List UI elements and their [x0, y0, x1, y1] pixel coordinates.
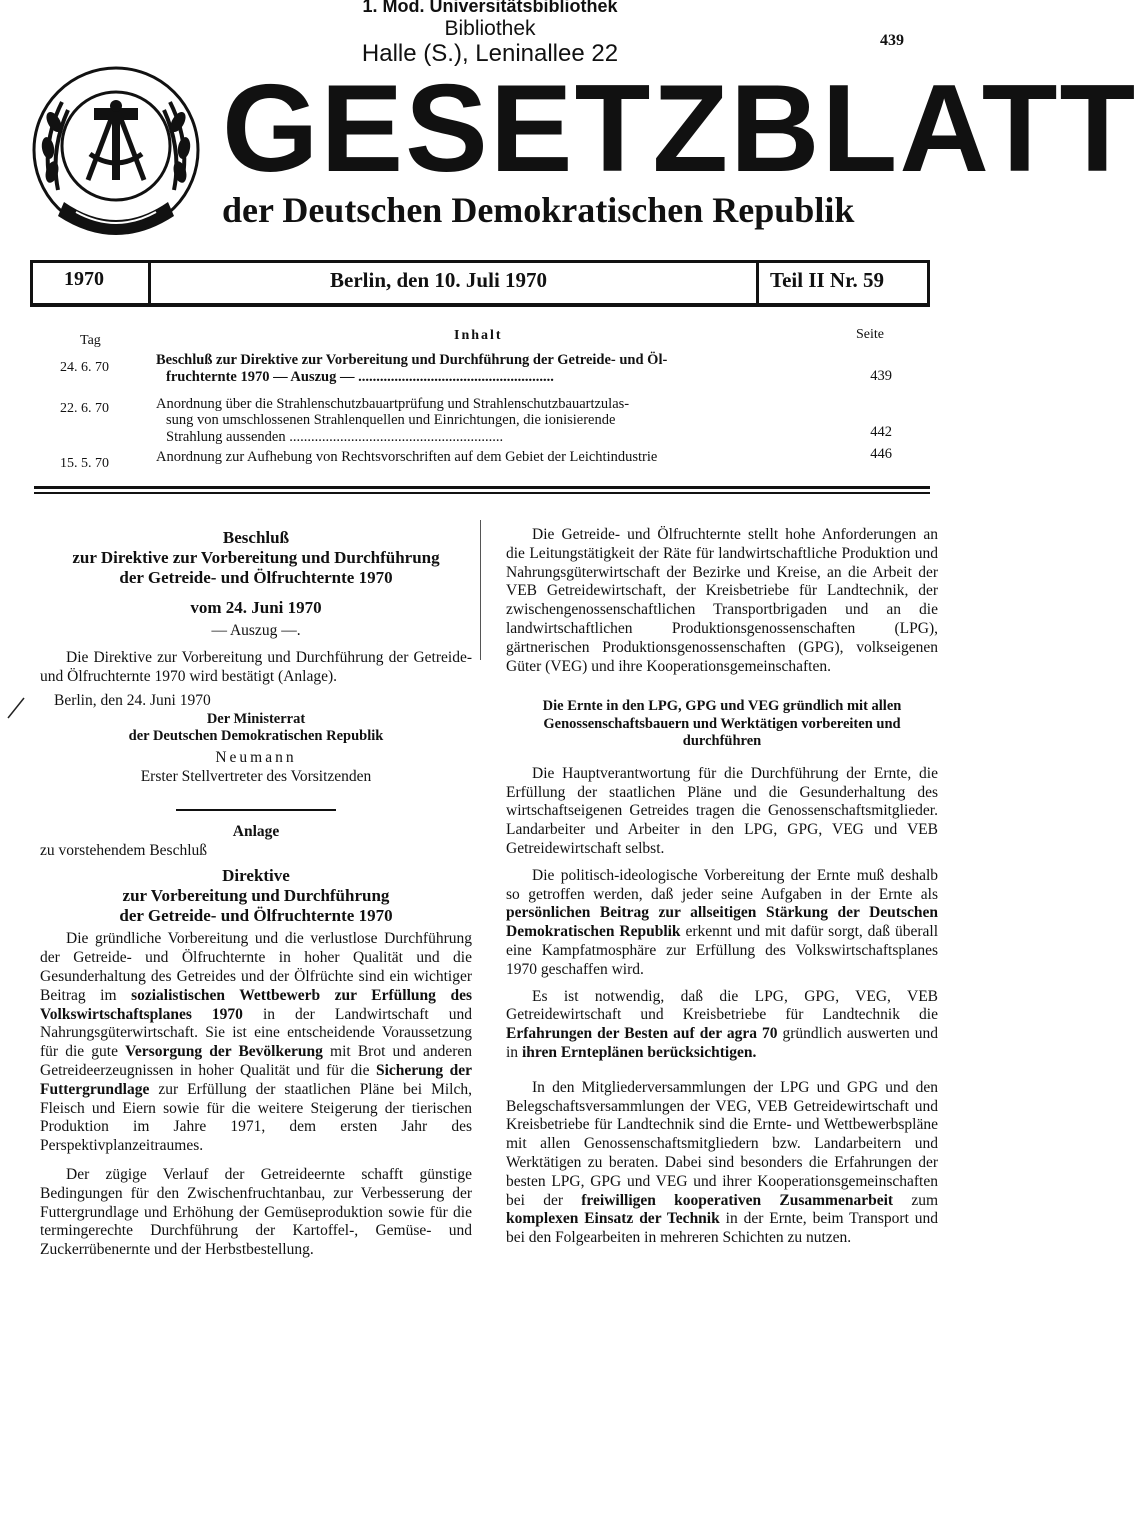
toc-rule [34, 486, 930, 489]
emphasis-run: sozialistischen Wettbewerb zur Erfüllung des Volkswirtschaftsplanes 1970 [40, 986, 472, 1023]
emphasis-run: freiwilligen kooperativen Zusammenarbeit [581, 1191, 894, 1209]
masthead-subtitle: der Deutschen Demokratischen Republik [222, 190, 855, 230]
text-run: In den Mitgliederversammlungen der LPG und GPG und den Belegschaftsversammlungen der VEG, VEB Getreidewirtschaft und Kreisbetriebe für Landtechnik sind die Ernte- und Wettbewerbspläne mit allen Genossenschaftsmitgliedern bzw. Landarbeitern und Werktätigen zu beraten. Dabei sind besonders die Erfahrungen der besten LPG, GPG und VEG und ihrer Kooperationsgemeinschaften bei der [506, 1078, 938, 1209]
signed-place-date: Berlin, den 24. Juni 1970 [54, 692, 211, 710]
text-run: Die politisch-ideologische Vorbereitung der Ernte muß deshalb so getroffen werden, daß jeder seine Aufgaben in der Ernte als [506, 866, 938, 903]
signer-name: Neumann [215, 749, 297, 767]
direktive-paragraph-1 [40, 930, 472, 1156]
emphasis-run: Versorgung der Bevölkerung [125, 1043, 323, 1061]
issue-number: Teil II Nr. 59 [770, 268, 884, 292]
toc-entry-page: 439 [870, 368, 892, 384]
issue-date: Berlin, den 10. Juli 1970 [330, 268, 548, 292]
toc-entry-date: 22. 6. 70 [60, 401, 109, 416]
text-run: zur Erfüllung der staatlichen Pläne bei Milch, Fleisch und Eiern sowie für die weitere Steigerung der tierischen Produktion im Jahre 1971, dem ersten Jahr des Perspektivplanzeitraumes. [40, 1080, 472, 1155]
toc-column-inhalt: Inhalt [454, 328, 503, 343]
toc-entry-date: 15. 5. 70 [60, 456, 109, 471]
issue-year: 1970 [64, 268, 104, 290]
library-stamp-line2: Bibliothek [444, 17, 536, 40]
right-column [506, 526, 938, 1248]
library-stamp-line1: 1. Mod. Universitätsbibliothek [362, 0, 618, 16]
text-run: erkennt und mit dafür sorgt, daß überall eine Kampfatmosphäre zur Erfüllung des Volkswirtschaftsplanes 1970 geschaffen wird. [506, 923, 939, 978]
signatory-body: der Deutschen Demokratischen Republik [128, 728, 384, 745]
masthead-title: GESETZBLATT [222, 60, 1137, 198]
right-paragraph-2: Die Hauptverantwortung für die Durchführung der Ernte, die Erfüllung der staatlichen Pläne und die Gesunderhaltung des wirtschaftseigenen Getreides tragen die Genossenschaftsmitglieder. Landarbeiter und Arbeiter in den LPG, GPG, VEG und VEB Getreidewirtschaft selbst. [506, 764, 938, 858]
page-number: 439 [880, 32, 904, 49]
direktive-subtitle: der Getreide- und Ölfruchternte 1970 [119, 906, 393, 926]
toc-column-seite: Seite [856, 327, 884, 342]
text-run: in der Landwirtschaft und Nahrungsgüterwirtschaft. Sie ist eine entscheidende Voraussetzung für die gute [40, 1005, 472, 1061]
toc-entry-title-cont: Strahlung aussenden ........................................................... [166, 429, 504, 445]
intro-paragraph: Die Direktive zur Vorbereitung und Durchführung der Getreide- und Ölfruchternte 1970 wird bestätigt (Anlage). [40, 648, 472, 685]
emphasis-run: Erfahrungen der Besten auf der agra 70 [506, 1025, 778, 1043]
right-paragraph-5 [506, 1079, 938, 1248]
text-run: zum [893, 1191, 938, 1209]
toc-entry-title-cont: sung von umschlossenen Strahlenquellen und Einrichtungen, die ionisierende [166, 412, 616, 428]
header-separator [927, 262, 930, 304]
right-paragraph-3 [506, 867, 938, 980]
direktive-subtitle: zur Vorbereitung und Durchführung [122, 886, 390, 906]
margin-mark-icon [4, 696, 28, 720]
header-separator [148, 262, 151, 304]
right-paragraph-4 [506, 988, 938, 1063]
toc-entry-title: Beschluß zur Direktive zur Vorbereitung und Durchführung der Getreide- und Öl- [156, 352, 668, 368]
text-run: Es ist notwendig, daß die LPG, GPG, VEG, VEB Getreidewirtschaft und Kreisbetriebe für Landtechnik die [506, 987, 938, 1024]
emphasis-run: ihren Ernteplänen berücksichtigen. [521, 1044, 757, 1062]
left-column [40, 528, 472, 1260]
state-emblem-icon [28, 62, 204, 242]
right-paragraph-1: Die Getreide- und Ölfruchternte stellt hohe Anforderungen an die Leitungstätigkeit der Räte für landwirtschaftliche Produktion und Nahrungsgüterwirtschaft der Bezirke und Kreise, an die Arbeit der VEB Getreidewirtschaft, der Kreisbetriebe für Landtechnik, der zwischengenossenschaftlichen Transportbrigaden und an die landwirtschaftlichen Produktionsgenossenschaften (LPG), gärtnerischen Produktionsgenossenschaften (GPG), volkseigenen Güter (VEG) und ihre Kooperationsgemeinschaften. [506, 526, 938, 675]
emphasis-run: persönlichen Beitrag zur allseitigen Stärkung der Deutschen Demokratischen Republik [506, 904, 938, 941]
library-stamp-line3: Halle (S.), Leninallee 22 [361, 40, 619, 67]
signatory-body: Der Ministerrat [206, 711, 306, 728]
toc-entry-title: Anordnung zur Aufhebung von Rechtsvorschriften auf dem Gebiet der Leichtindustrie [156, 449, 658, 465]
toc-rule [34, 492, 930, 494]
text-run: Die gründliche Vorbereitung und die verlustlose Durchführung der Getreide- und Ölfruchternte in hoher Qualität und die Gesunderhaltung des Getreides und der Ölfrüchte sind ein wichtiger Beitrag im [40, 930, 472, 1004]
toc-entry-page: 442 [870, 424, 892, 440]
section-heading: Die Ernte in den LPG, GPG und VEG gründlich mit allen Genossenschaftsbauern und Werktätigen vorbereiten und durchführen [542, 698, 902, 750]
toc-entry-title-cont: fruchternte 1970 — Auszug — ...................................................... [166, 369, 554, 385]
beschluss-subtitle: der Getreide- und Ölfruchternte 1970 [119, 568, 393, 587]
toc-column-tag: Tag [80, 333, 101, 348]
emphasis-run: komplexen Einsatz der Technik [506, 1210, 720, 1228]
text-run: gründlich auswerten und in [506, 1025, 938, 1062]
header-rule-top [30, 260, 930, 263]
toc-entry-title: Anordnung über die Strahlenschutzbauartprüfung und Strahlenschutzbauartzulas- [156, 396, 630, 412]
beschluss-title: Beschluß [222, 528, 290, 547]
anlage-label: Anlage [232, 822, 280, 840]
signer-role: Erster Stellvertreter des Vorsitzenden [140, 767, 372, 785]
column-separator [480, 520, 481, 660]
beschluss-date: vom 24. Juni 1970 [190, 598, 322, 617]
direktive-paragraph-2: Der zügige Verlauf der Getreideernte schafft günstige Bedingungen für den Zwischenfruchtanbau, zur Verbesserung der Futtergrundlage und Erhöhung der Gemüseproduktion sowie für die termingerechte Durchführung der Kartoffel-, Gemüse- und Zuckerrübenernte und der Herbstbestellung. [40, 1165, 472, 1259]
section-divider [176, 809, 336, 811]
header-rule-bottom [30, 303, 930, 307]
text-run: mit Brot und anderen Getreideerzeugnissen in hoher Qualität und für die [40, 1043, 472, 1079]
direktive-title: Direktive [222, 866, 290, 886]
auszug-label: — Auszug —. [211, 622, 301, 639]
toc-entry-date: 24. 6. 70 [60, 360, 109, 375]
beschluss-subtitle: zur Direktive zur Vorbereitung und Durchführung [72, 548, 440, 567]
emphasis-run: Sicherung der Futtergrundlage [40, 1061, 472, 1098]
header-separator [30, 262, 33, 304]
toc-entry-page: 446 [870, 446, 892, 462]
anlage-subtitle: zu vorstehendem Beschluß [40, 841, 208, 859]
text-run: in der Ernte, beim Transport und bei den Folgearbeiten in mehreren Schichten zu nutzen. [506, 1210, 939, 1247]
header-separator [756, 262, 759, 304]
